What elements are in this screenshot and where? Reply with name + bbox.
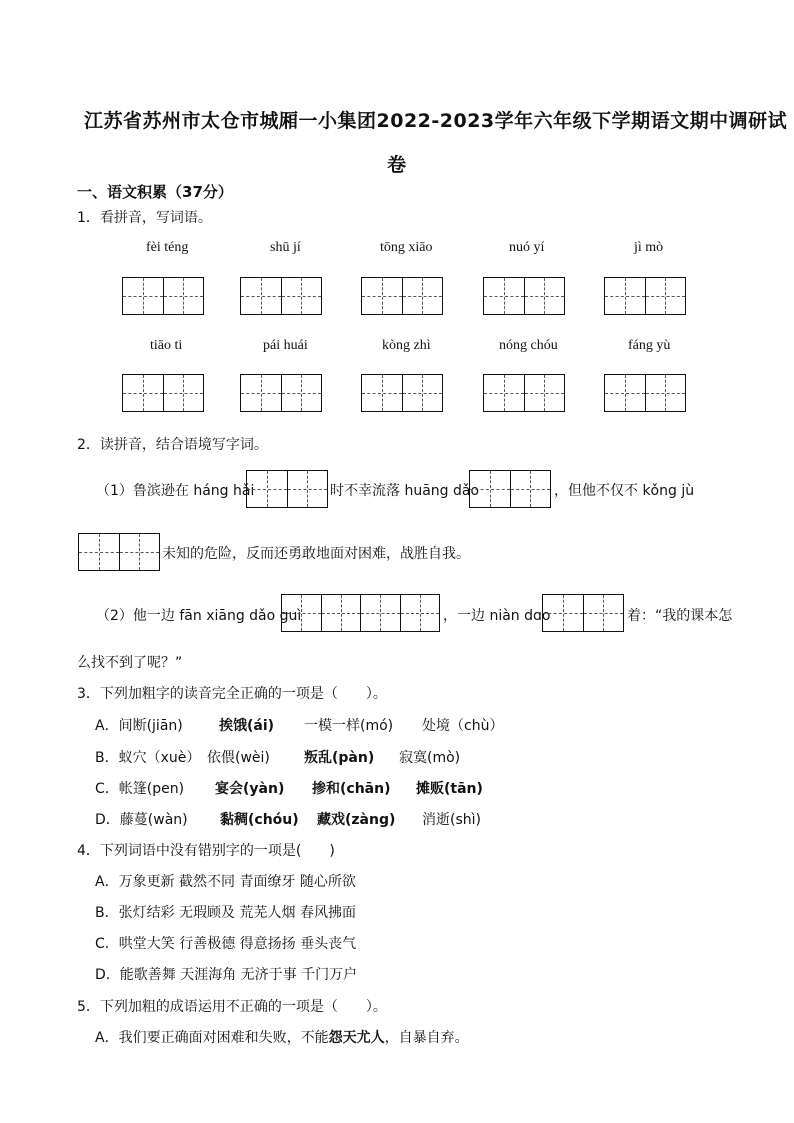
answer-box[interactable] bbox=[604, 277, 686, 315]
answer-box[interactable] bbox=[361, 374, 443, 412]
pinyin-label: kòng zhì bbox=[382, 338, 431, 353]
document-title-line2: 卷 bbox=[387, 154, 407, 176]
option-d-item: 黏稠(chóu) bbox=[220, 812, 299, 828]
question-2-prompt: 2．读拼音，结合语境写字词。 bbox=[77, 437, 268, 453]
section-heading: 一、语文积累（37分） bbox=[77, 183, 233, 201]
option-a-item: A．间断(jiān) bbox=[95, 718, 183, 734]
pinyin-label: fáng yù bbox=[628, 338, 671, 353]
option-c-item: 宴会(yàn) bbox=[215, 781, 285, 797]
sentence-1-part-d: 未知的危险，反而还勇敢地面对困难，战胜自我。 bbox=[162, 546, 470, 562]
question-4-prompt: 4．下列词语中没有错别字的一项是( ) bbox=[77, 843, 335, 859]
option-b-item: B．蚁穴（xuè） bbox=[95, 750, 201, 766]
option-d-item: D．藤蔓(wàn) bbox=[95, 812, 188, 828]
answer-box[interactable] bbox=[240, 277, 322, 315]
pinyin-label: jì mò bbox=[634, 240, 664, 255]
answer-box[interactable] bbox=[78, 533, 160, 571]
option-c: C．哄堂大笑 行善极德 得意扬扬 垂头丧气 bbox=[95, 936, 357, 952]
pinyin-label: fèi téng bbox=[146, 240, 189, 255]
answer-box[interactable] bbox=[604, 374, 686, 412]
option-d-item: 消逝(shì) bbox=[422, 812, 481, 828]
pinyin-label: tōng xiāo bbox=[380, 240, 433, 255]
option-a-text: A．我们要正确面对困难和失败，不能 bbox=[95, 1030, 329, 1046]
pinyin-label: tiāo ti bbox=[150, 338, 183, 353]
pinyin-label: nóng chóu bbox=[499, 338, 558, 353]
sentence-2-part-c: 着：“我的课本怎 bbox=[627, 608, 733, 624]
question-1-prompt: 1．看拼音，写词语。 bbox=[77, 210, 212, 226]
option-c-item: C．帐篷(pen) bbox=[95, 781, 185, 797]
idiom-bold: 怨天尤人 bbox=[328, 1030, 385, 1046]
answer-box[interactable] bbox=[542, 594, 624, 632]
option-c-item: 掺和(chān) bbox=[312, 781, 391, 797]
answer-box[interactable] bbox=[246, 470, 328, 508]
option-a-text-end: ，自暴自弃。 bbox=[384, 1030, 469, 1046]
option-d: D．能歌善舞 天涯海角 无济于事 千门万户 bbox=[95, 967, 358, 983]
sentence-1-part-c: ，但他不仅不 kǒng jù bbox=[554, 483, 695, 499]
question-5-prompt: 5．下列加粗的成语运用不正确的一项是（ ）。 bbox=[77, 999, 387, 1015]
sentence-1-part-b: 时不幸流落 huāng dǎo bbox=[330, 483, 480, 499]
answer-box[interactable] bbox=[483, 374, 565, 412]
answer-box[interactable] bbox=[122, 374, 204, 412]
sentence-2-part-b: ，一边 niàn dɑo bbox=[443, 608, 551, 624]
answer-box[interactable] bbox=[240, 374, 322, 412]
pinyin-label: nuó yí bbox=[509, 240, 545, 255]
answer-box[interactable] bbox=[122, 277, 204, 315]
sentence-2-part-a: （2）他一边 fān xiāng dǎo guì bbox=[96, 608, 302, 624]
option-b-item: 叛乱(pàn) bbox=[304, 750, 375, 766]
answer-box[interactable] bbox=[281, 594, 440, 632]
option-d-item: 藏戏(zàng) bbox=[317, 812, 396, 828]
sentence-2-part-d: 么找不到了呢？” bbox=[77, 655, 183, 671]
option-a-item: 一模一样(mó) bbox=[304, 718, 394, 734]
pinyin-label: shū jí bbox=[270, 240, 301, 255]
option-b-item: 依偎(wèi) bbox=[207, 750, 270, 766]
option-a-item: 挨饿(ái) bbox=[219, 718, 275, 734]
answer-box[interactable] bbox=[483, 277, 565, 315]
answer-box[interactable] bbox=[469, 470, 551, 508]
option-a bbox=[95, 1027, 469, 1047]
option-b-item: 寂寞(mò) bbox=[399, 750, 461, 766]
pinyin-label: pái huái bbox=[263, 338, 308, 353]
question-3-prompt: 3．下列加粗字的读音完全正确的一项是（ ）。 bbox=[77, 686, 387, 702]
option-b: B．张灯结彩 无瑕顾及 荒芜人烟 春风拂面 bbox=[95, 905, 356, 921]
option-a: A．万象更新 截然不同 青面缭牙 随心所欲 bbox=[95, 874, 356, 890]
option-c-item: 摊贩(tān) bbox=[416, 781, 483, 797]
sentence-1-part-a: （1）鲁滨逊在 háng hǎi bbox=[96, 483, 255, 499]
document-title-line1: 江苏省苏州市太仓市城厢一小集团2022-2023学年六年级下学期语文期中调研试 bbox=[84, 110, 788, 132]
answer-box[interactable] bbox=[361, 277, 443, 315]
option-a-item: 处境（chù） bbox=[422, 718, 504, 734]
